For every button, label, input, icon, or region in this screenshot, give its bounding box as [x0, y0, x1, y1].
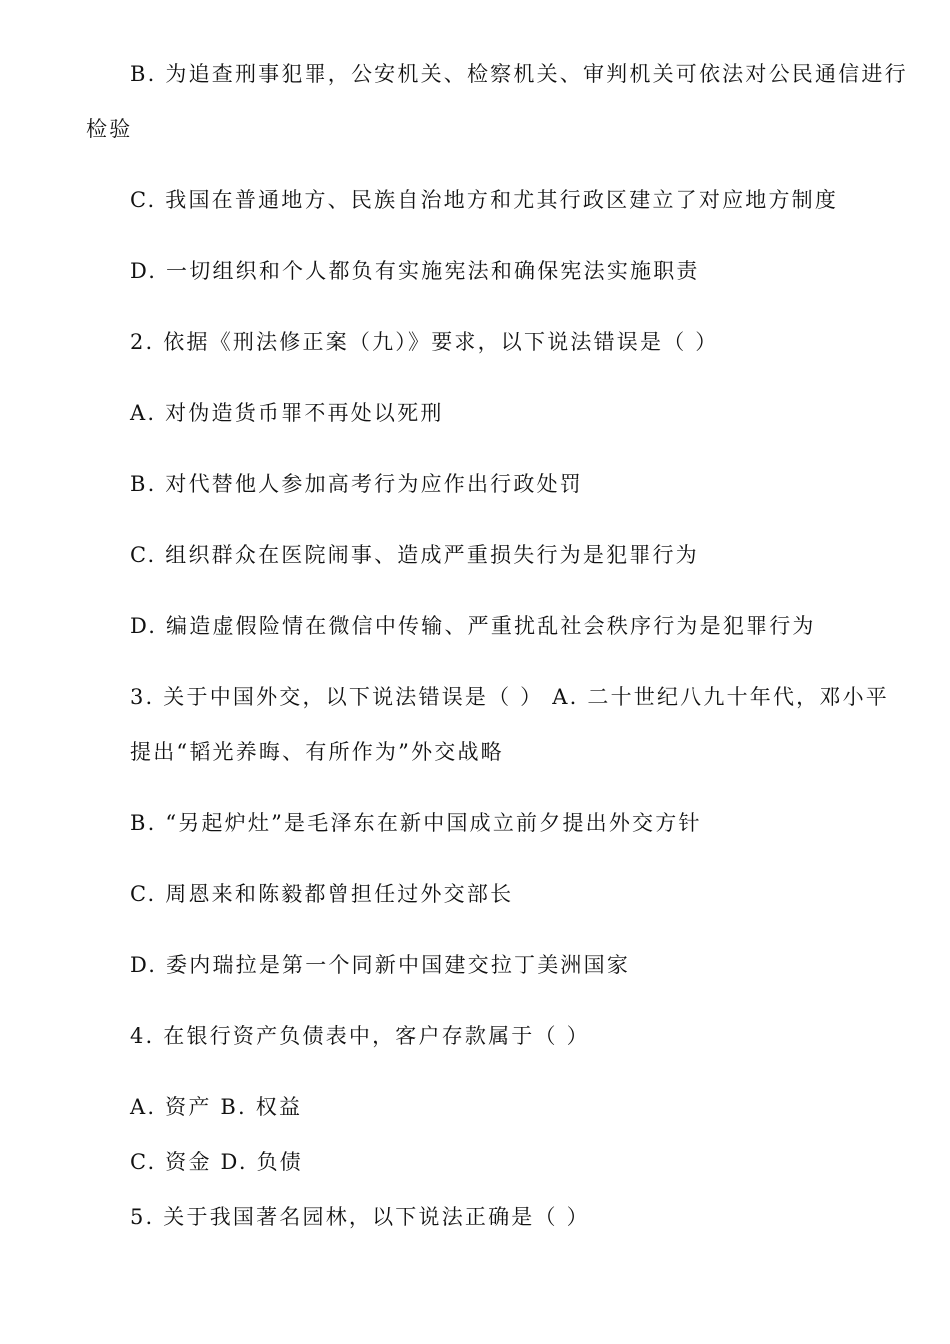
q3-stem-line2: 提出“韬光养晦、有所作为”外交战略	[130, 740, 504, 764]
q2-stem: 2. 依据《刑法修正案（九）》要求，以下说法错误是（ ）	[130, 330, 719, 354]
q2-option-d: D. 编造虚假险情在微信中传输、严重扰乱社会秩序行为是犯罪行为	[130, 614, 816, 638]
q3-stem-line1: 3. 关于中国外交，以下说法错误是（ ） A. 二十世纪八九十年代，邓小平	[130, 685, 889, 709]
q4-stem: 4. 在银行资产负债表中，客户存款属于（ ）	[130, 1024, 590, 1048]
q1-option-b-line2: 检验	[86, 117, 133, 141]
q2-option-a: A. 对伪造货币罪不再处以死刑	[130, 401, 444, 425]
q4-options-cd: C. 资金 D. 负债	[130, 1150, 303, 1174]
q3-option-b: B. “另起炉灶”是毛泽东在新中国成立前夕提出外交方针	[130, 811, 702, 835]
q2-option-c: C. 组织群众在医院闹事、造成严重损失行为是犯罪行为	[130, 543, 699, 567]
q1-option-b-line1: B. 为追查刑事犯罪，公安机关、检察机关、审判机关可依法对公民通信进行	[130, 62, 908, 86]
q1-option-d: D. 一切组织和个人都负有实施宪法和确保宪法实施职责	[130, 259, 700, 283]
q3-option-d: D. 委内瑞拉是第一个同新中国建交拉丁美洲国家	[130, 953, 631, 977]
q4-options-ab: A. 资产 B. 权益	[130, 1095, 303, 1119]
q2-option-b: B. 对代替他人参加高考行为应作出行政处罚	[130, 472, 583, 496]
q5-stem: 5. 关于我国著名园林，以下说法正确是（ ）	[130, 1205, 590, 1229]
q1-option-c: C. 我国在普通地方、民族自治地方和尤其行政区建立了对应地方制度	[130, 188, 839, 212]
q3-option-c: C. 周恩来和陈毅都曾担任过外交部长	[130, 882, 514, 906]
